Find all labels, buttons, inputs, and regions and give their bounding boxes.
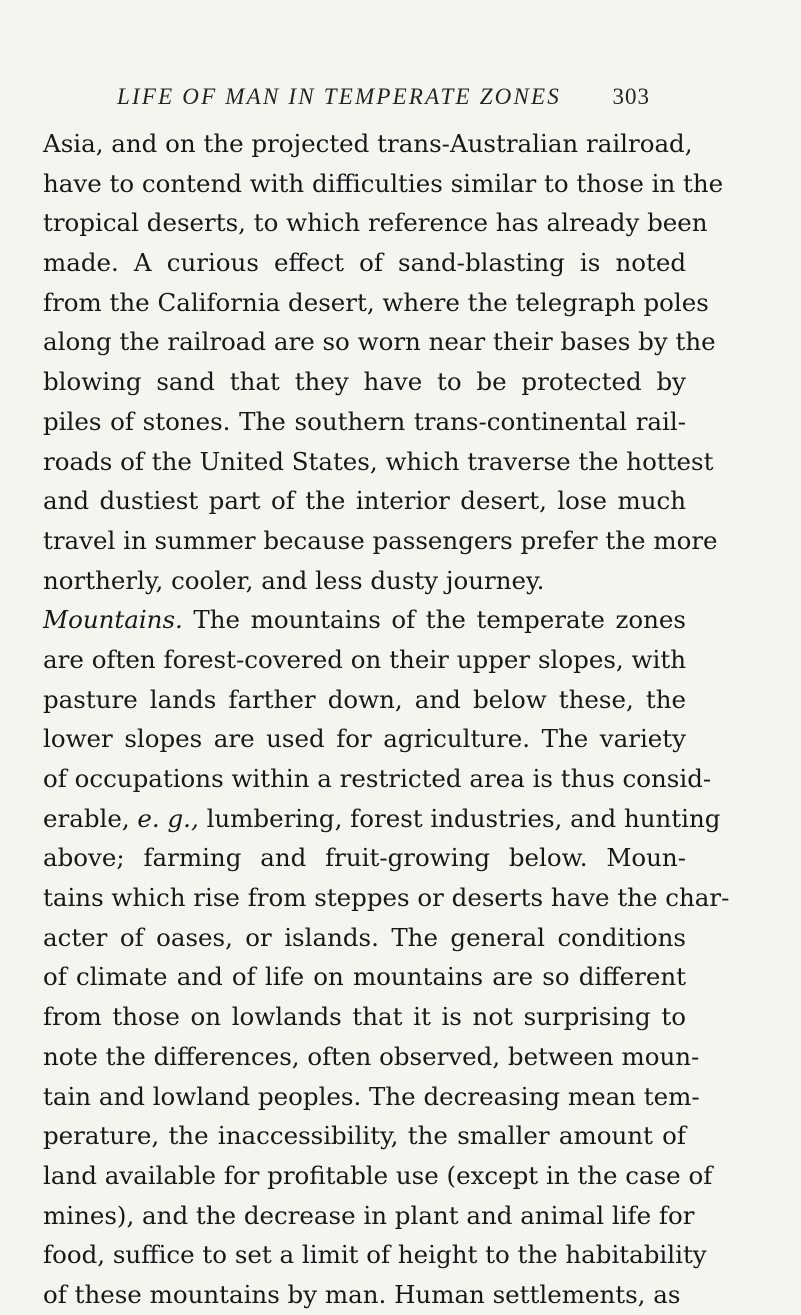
- text-line: of climate and of life on mountains are so different: [43, 962, 686, 992]
- text-line: tains which rise from steppes or deserts have the char-: [43, 883, 730, 913]
- text-line: are often forest-covered on their upper slopes, with: [43, 644, 686, 674]
- text-line: lower slopes are used for agriculture. The variety: [43, 724, 686, 754]
- text-line: travel in summer because passengers prefer the more: [43, 525, 718, 555]
- body-text: [43, 124, 730, 1315]
- text-line-with-subheading: [43, 600, 686, 640]
- text-line-continuation: lumbering, forest industries, and hunting: [206, 803, 721, 833]
- text-line: mines), and the decrease in plant and animal life for: [43, 1200, 695, 1230]
- text-line: made. A curious effect of sand-blasting is noted: [43, 248, 686, 278]
- text-line: tropical deserts, to which reference has already been: [43, 208, 708, 238]
- text-line: perature, the inaccessibility, the smaller amount of: [43, 1121, 686, 1151]
- abbreviation: e. g.,: [137, 803, 199, 833]
- text-line: roads of the United States, which traverse the hottest: [43, 446, 714, 476]
- text-line: above; farming and fruit-growing below. Moun-: [43, 843, 686, 873]
- text-line: land available for profitable use (except in the case of: [43, 1160, 713, 1190]
- text-line: note the differences, often observed, between moun-: [43, 1041, 700, 1071]
- text-line: tain and lowland peoples. The decreasing mean tem-: [43, 1081, 700, 1111]
- text-line: along the railroad are so worn near their bases by the: [43, 327, 716, 357]
- running-title: LIFE OF MAN IN TEMPERATE ZONES: [117, 84, 561, 109]
- text-line: blowing sand that they have to be protected by: [43, 367, 686, 397]
- running-head: [117, 84, 650, 118]
- text-line: acter of oases, or islands. The general conditions: [43, 922, 686, 952]
- text-line-continuation: The mountains of the temperate zones: [193, 605, 686, 635]
- page-number: 303: [612, 84, 650, 109]
- text-line: have to contend with difficulties similar to those in the: [43, 168, 724, 198]
- text-line: from those on lowlands that it is not surprising to: [43, 1002, 686, 1032]
- text-line: and dustiest part of the interior desert, lose much: [43, 486, 686, 516]
- text-line: northerly, cooler, and less dusty journey.: [43, 565, 545, 595]
- text-line: pasture lands farther down, and below these, the: [43, 684, 686, 714]
- text-line: piles of stones. The southern trans-continental rail-: [43, 406, 686, 436]
- text-line: of these mountains by man. Human settlements, as: [43, 1279, 681, 1309]
- text-line-start: erable,: [43, 803, 130, 833]
- text-line-with-abbreviation: [43, 799, 721, 839]
- text-line: food, suffice to set a limit of height to the habitability: [43, 1240, 707, 1270]
- text-line: from the California desert, where the telegraph poles: [43, 287, 709, 317]
- text-line: Asia, and on the projected trans-Australian railroad,: [43, 129, 693, 158]
- text-line: of occupations within a restricted area is thus consid-: [43, 764, 712, 793]
- section-subheading: Mountains.: [43, 605, 183, 635]
